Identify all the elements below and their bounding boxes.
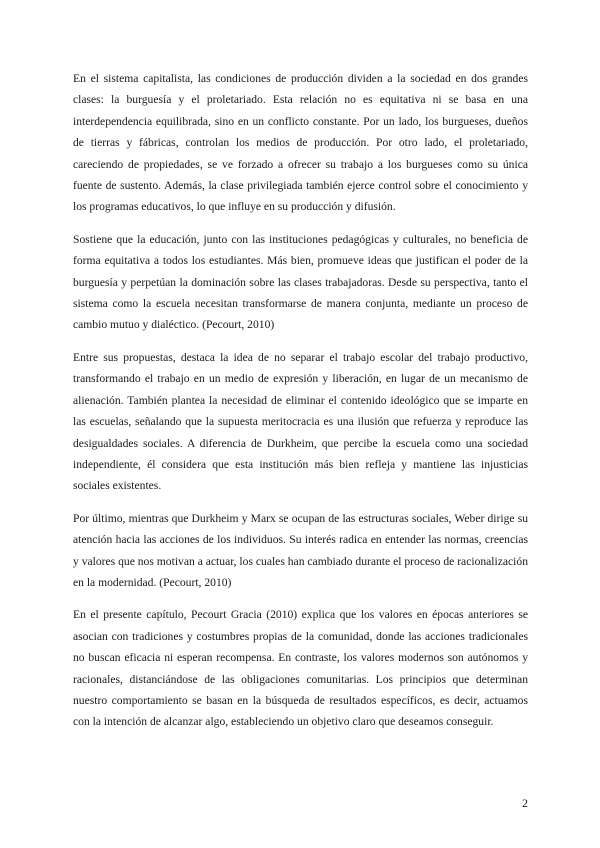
paragraph-1: En el sistema capitalista, las condiciones de producción dividen a la sociedad en dos grandes clases: la burguesía y el proletariado. Esta relación no es equitativa ni se basa en una interdependencia equilibrada, sino en un conflicto constante. Por un lado, los burgueses, dueños de tierras y fábricas, controlan los medios de producción. Por otro lado, el proletariado, careciendo de propiedades, se ve forzado a ofrecer su trabajo a los burgueses como su única fuente de sustento. Además, la clase privilegiada también ejerce control sobre el conocimiento y los programas educativos, lo que influye en su producción y difusión. [73, 72, 528, 214]
page-number: 2 [522, 796, 528, 810]
paragraph-3: Entre sus propuestas, destaca la idea de no separar el trabajo escolar del trabajo productivo, transformando el trabajo en un medio de expresión y liberación, en lugar de un mecanismo de alienación. También plantea la necesidad de eliminar el contenido ideológico que se imparte en las escuelas, señalando que la supuesta meritocracia es una ilusión que refuerza y reproduce las desigualdades sociales. A diferencia de Durkheim, que percibe la escuela como una sociedad independiente, él considera que esta institución más bien refleja y mantiene las injusticias sociales existentes. [73, 350, 528, 493]
paragraph-4: Por último, mientras que Durkheim y Marx se ocupan de las estructuras sociales, Weber dirige su atención hacia las acciones de los individuos. Su interés radica en entender las normas, creencias y valores que nos motivan a actuar, los cuales han cambiado durante el proceso de racionalización en la modernidad. (Pecourt, 2010) [73, 511, 528, 589]
paragraph-5: En el presente capítulo, Pecourt Gracia (2010) explica que los valores en épocas anteriores se asocian con tradiciones y costumbres propias de la comunidad, donde las acciones tradicionales no buscan eficacia ni esperan recompensa. En contraste, los valores modernos son autónomos y racionales, distanciándose de las obligaciones comunitarias. Los principios que determinan nuestro comportamiento se basan en la búsqueda de resultados específicos, es decir, actuamos con la intención de alcanzar algo, estableciendo un objetivo claro que deseamos conseguir. [73, 608, 528, 729]
document-body [73, 68, 528, 744]
paragraph-2: Sostiene que la educación, junto con las instituciones pedagógicas y culturales, no beneficia de forma equitativa a todos los estudiantes. Más bien, promueve ideas que justifican el poder de la burguesía y perpetúan la dominación sobre las clases trabajadoras. Desde su perspectiva, tanto el sistema como la escuela necesitan transformarse de manera conjunta, mediante un proceso de cambio mutuo y dialéctico. (Pecourt, 2010) [73, 232, 528, 332]
